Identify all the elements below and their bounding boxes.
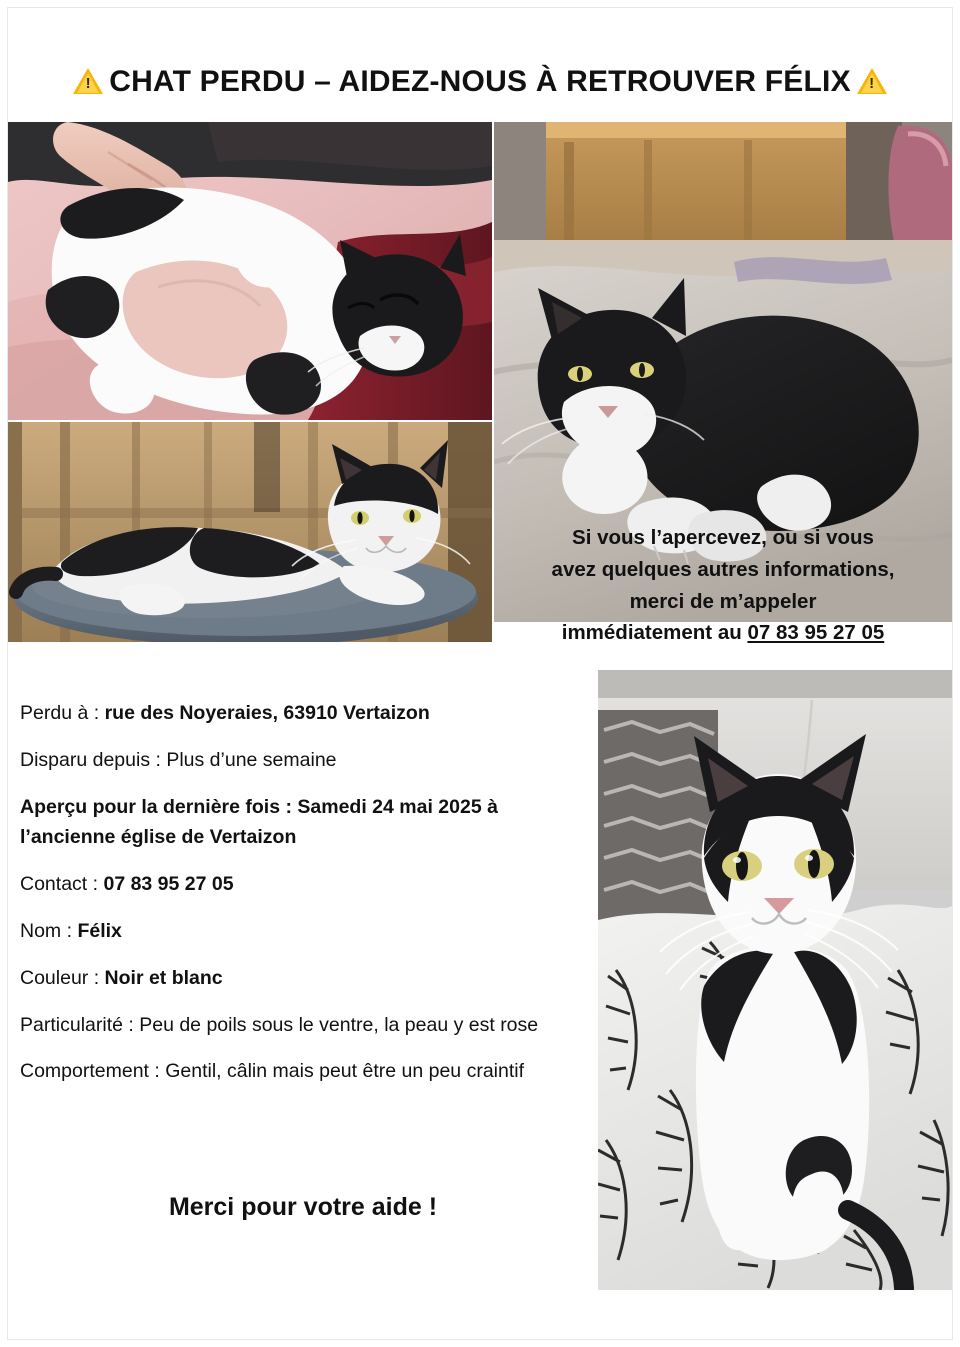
phone-number[interactable]: 07 83 95 27 05 [747,621,885,645]
detail-value: rue des Noyeraies, 63910 Vertaizon [104,702,430,724]
detail-apercu-derniere-fois [20,792,586,854]
detail-particularite [20,1010,586,1041]
detail-label: Perdu à : [20,702,105,724]
detail-value: Samedi 24 mai 2025 à l’ancienne église de Vertaizon [20,795,498,849]
page-title [8,8,952,122]
detail-value: Peu de poils sous le ventre, la peau y est rose [139,1013,539,1036]
detail-label: Disparu depuis : [20,748,167,771]
photo-cat-lying-on-pink-blanket [8,122,492,420]
detail-nom [20,916,586,947]
thanks-message: Merci pour votre aide ! [168,1193,438,1221]
detail-label: Particularité : [20,1013,140,1036]
details-list [20,698,586,1103]
detail-value: 07 83 95 27 05 [103,873,234,896]
detail-contact [20,869,586,900]
detail-comportement [20,1056,586,1087]
warning-icon: ! [73,68,103,95]
callout-line-3: merci de m’appeler [629,589,817,613]
detail-label: Contact : [20,873,104,896]
detail-label: Nom : [20,919,78,942]
callout-line-1: Si vous l’apercevez, ou si vous [572,526,874,549]
callout-contact [494,516,952,649]
detail-disparu-depuis [20,745,586,776]
detail-label: Aperçu pour la dernière fois : [20,795,298,818]
detail-couleur [20,963,586,994]
callout-line-2: avez quelques autres informations, [551,557,895,581]
photo-cat-on-grey-stool [8,422,492,642]
detail-value: Plus d’une semaine [166,748,337,771]
callout-line-4-prefix: immédiatement au [561,621,748,645]
detail-value: Gentil, câlin mais peut être un peu craintif [165,1060,525,1083]
detail-label: Comportement : [20,1060,166,1083]
warning-icon: ! [857,68,887,95]
lost-cat-poster [8,8,952,1339]
detail-perdu-a [20,698,586,729]
detail-value: Félix [77,919,122,942]
detail-label: Couleur : [20,966,105,989]
photo-cat-portrait-on-duvet [598,670,952,1290]
page-title-text: CHAT PERDU – AIDEZ-NOUS À RETROUVER FÉLIX [109,65,851,98]
detail-value: Noir et blanc [104,966,223,989]
